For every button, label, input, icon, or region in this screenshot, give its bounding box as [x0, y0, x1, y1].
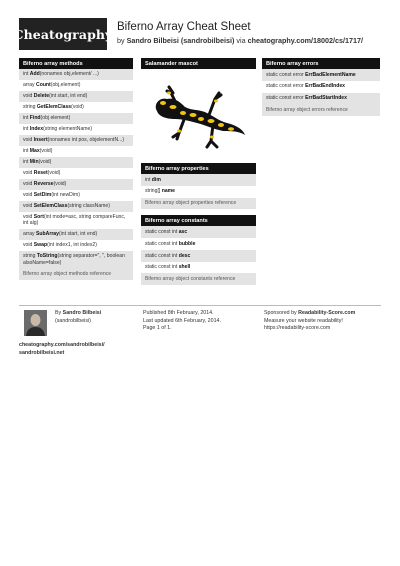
method-row-signature: (void)	[71, 104, 84, 111]
method-row-signature: (int newDim)	[51, 191, 80, 198]
method-row-signature: (void)	[47, 169, 61, 176]
method-row-type: string	[23, 104, 37, 111]
method-row-signature: (void)	[38, 158, 52, 165]
footer-by-label: By	[55, 310, 63, 316]
error-row-type: static const error	[266, 95, 306, 102]
constant-row-type: static const int	[145, 240, 179, 247]
method-row	[19, 135, 133, 146]
method-row-signature: (string className)	[67, 202, 110, 209]
author-profile-link[interactable]: cheatography.com/sandrobilbeisi/	[19, 342, 105, 348]
method-row	[19, 229, 133, 240]
person-icon	[24, 310, 47, 336]
method-row-type: void	[23, 180, 34, 187]
method-row	[19, 212, 133, 230]
method-row-name: SetDim	[33, 191, 52, 198]
method-row-signature: (nonames obj,element/ ...)	[39, 71, 99, 78]
mascot-section	[141, 58, 256, 157]
sponsor-url-link[interactable]: https://readability-score.com	[264, 325, 331, 332]
method-row-name: Min	[29, 158, 39, 165]
constant-row-name: shell	[178, 264, 191, 271]
properties-list	[141, 174, 256, 198]
method-row	[19, 190, 133, 201]
mascot-title: Salamander mascot	[141, 58, 256, 69]
method-row-name: SetElemClass	[33, 202, 68, 209]
methods-list	[19, 69, 133, 269]
method-row-type: void	[23, 137, 34, 143]
method-row	[19, 80, 133, 91]
constant-row-type: static const int	[145, 264, 179, 271]
method-row-signature: (obj element)	[40, 115, 71, 122]
method-row-type: int	[23, 126, 30, 133]
method-row-type: int	[23, 71, 30, 78]
constant-row-type: static const int	[145, 252, 179, 259]
method-row-type: void	[23, 169, 34, 176]
method-row	[19, 113, 133, 124]
method-row-name: Index	[29, 126, 44, 133]
error-row-name: ErrBadStartIndex	[305, 95, 347, 102]
method-row-signature: (string separator=", ", boolean alsoName=false)	[23, 253, 125, 266]
author-links	[19, 341, 105, 357]
method-row-type: void	[23, 242, 34, 249]
page-title: Biferno Array Cheat Sheet	[117, 21, 251, 33]
author-website-link[interactable]: sandrobilbeisi.net	[19, 350, 65, 356]
footer	[19, 305, 381, 356]
method-row	[19, 91, 133, 102]
author-text	[55, 310, 101, 325]
method-row-type: array	[23, 231, 37, 238]
property-row-name: dim	[151, 176, 161, 183]
method-row-signature: (nonames int pos, objelementN...)	[47, 137, 125, 143]
method-row-name: Add	[29, 71, 40, 78]
errors-list	[262, 69, 380, 104]
method-row-signature: (int mode=asc, string compareFunc, int alg)	[23, 213, 126, 227]
methods-note: Biferno array object methods reference	[19, 269, 133, 280]
column-1	[19, 58, 133, 286]
error-row-name: ErrBadElementName	[305, 71, 356, 78]
salamander-image	[141, 69, 256, 157]
method-row	[19, 102, 133, 113]
method-row-signature: (int start, int end)	[49, 93, 88, 100]
constant-row-name: bubble	[178, 240, 196, 247]
method-row-name: Reset	[33, 169, 48, 176]
method-row	[19, 124, 133, 135]
method-row	[19, 251, 133, 269]
method-row-name: ToString	[36, 253, 58, 260]
header	[13, 18, 381, 50]
error-row-name: ErrBadEndIndex	[305, 83, 345, 90]
methods-title: Biferno array methods	[19, 58, 133, 69]
method-row-name: Reverse	[33, 180, 54, 187]
footer-sponsor	[264, 310, 382, 333]
constant-row-type: static const int	[145, 228, 179, 235]
method-row-type: void	[23, 202, 34, 209]
method-row-name: Delete	[33, 93, 50, 100]
constants-title: Biferno array constants	[141, 215, 256, 226]
errors-title: Biferno array errors	[262, 58, 380, 69]
error-row	[262, 93, 380, 105]
properties-title: Biferno array properties	[141, 163, 256, 174]
constant-row-name: asc	[178, 228, 188, 235]
errors-section	[262, 58, 380, 116]
author-avatar	[24, 310, 47, 336]
constant-row	[141, 226, 256, 238]
constants-list	[141, 226, 256, 273]
property-row-name: name	[161, 188, 176, 195]
sponsor-line	[264, 310, 382, 318]
method-row	[19, 157, 133, 168]
published-date: Published 8th February, 2014.	[143, 310, 214, 316]
method-row-signature: (obj,element)	[50, 82, 81, 89]
method-row-name: Max	[29, 147, 40, 154]
sponsor-prefix: Sponsored by	[264, 310, 299, 316]
method-row-name: SubArray	[36, 231, 59, 238]
method-row-type: void	[23, 93, 34, 100]
method-row	[19, 240, 133, 251]
method-row-signature: (int index1, int index2)	[47, 242, 97, 249]
column-3	[262, 58, 380, 122]
column-2	[141, 58, 256, 291]
method-row-signature: (string elementName)	[43, 126, 93, 133]
method-row	[19, 146, 133, 157]
cheatography-logo[interactable]: Cheatography	[19, 18, 107, 50]
footer-dates	[143, 310, 258, 333]
method-row-signature: (void)	[39, 147, 53, 154]
method-row-name: Count	[36, 82, 51, 89]
method-row-type: string	[23, 253, 37, 260]
byline-prefix: by	[117, 36, 127, 45]
method-row-type: int	[23, 158, 30, 165]
constant-row	[141, 250, 256, 262]
method-row-signature: (int start, int end)	[58, 231, 98, 238]
author-line	[55, 310, 101, 318]
method-row	[19, 201, 133, 212]
method-row-type: int	[23, 147, 30, 154]
footer-author-name[interactable]: Sandro Bilbeisi	[62, 310, 102, 316]
method-row-type: void	[23, 191, 34, 198]
byline	[117, 36, 363, 45]
method-row-type: array	[23, 82, 37, 89]
method-row-signature: (void)	[53, 180, 67, 187]
errors-note: Biferno array object errors reference	[262, 104, 380, 116]
author-link[interactable]: Sandro Bilbeisi (sandrobilbeisi)	[126, 36, 235, 45]
error-row	[262, 69, 380, 81]
method-row-name: Insert	[33, 137, 48, 143]
method-row-name: Find	[29, 115, 41, 122]
property-row-type: string[]	[145, 188, 162, 195]
properties-section	[141, 163, 256, 209]
method-row-name: GetElemClass	[36, 104, 72, 111]
error-row-type: static const error	[266, 83, 306, 90]
property-row	[141, 186, 256, 198]
method-row	[19, 69, 133, 80]
sponsor-tagline: Measure your website readability!	[264, 317, 343, 324]
property-row-type: int	[145, 176, 152, 183]
constant-row	[141, 238, 256, 250]
method-row	[19, 179, 133, 190]
sheet-url-link[interactable]: cheatography.com/18002/cs/1717/	[247, 36, 363, 45]
methods-section	[19, 58, 133, 280]
method-row-type: int	[23, 115, 30, 122]
footer-author-handle: (sandrobilbeisi)	[55, 317, 91, 324]
property-row	[141, 174, 256, 186]
constant-row	[141, 262, 256, 274]
constant-row-name: desc	[178, 252, 191, 259]
error-row	[262, 81, 380, 93]
properties-note: Biferno array object properties reference	[141, 198, 256, 210]
salamander-icon	[149, 73, 249, 153]
constants-section	[141, 215, 256, 285]
page-count: Page 1 of 1.	[143, 325, 172, 332]
sponsor-link[interactable]: Readability-Score.com	[298, 310, 356, 316]
method-row-type: void	[23, 213, 34, 220]
method-row	[19, 168, 133, 179]
method-row-name: Swap	[33, 242, 48, 249]
error-row-type: static const error	[266, 71, 306, 78]
byline-via: via	[234, 36, 248, 45]
method-row-name: Sort	[33, 213, 44, 220]
constants-note: Biferno array object constants reference	[141, 273, 256, 285]
updated-date: Last updated 6th February, 2014.	[143, 317, 221, 324]
